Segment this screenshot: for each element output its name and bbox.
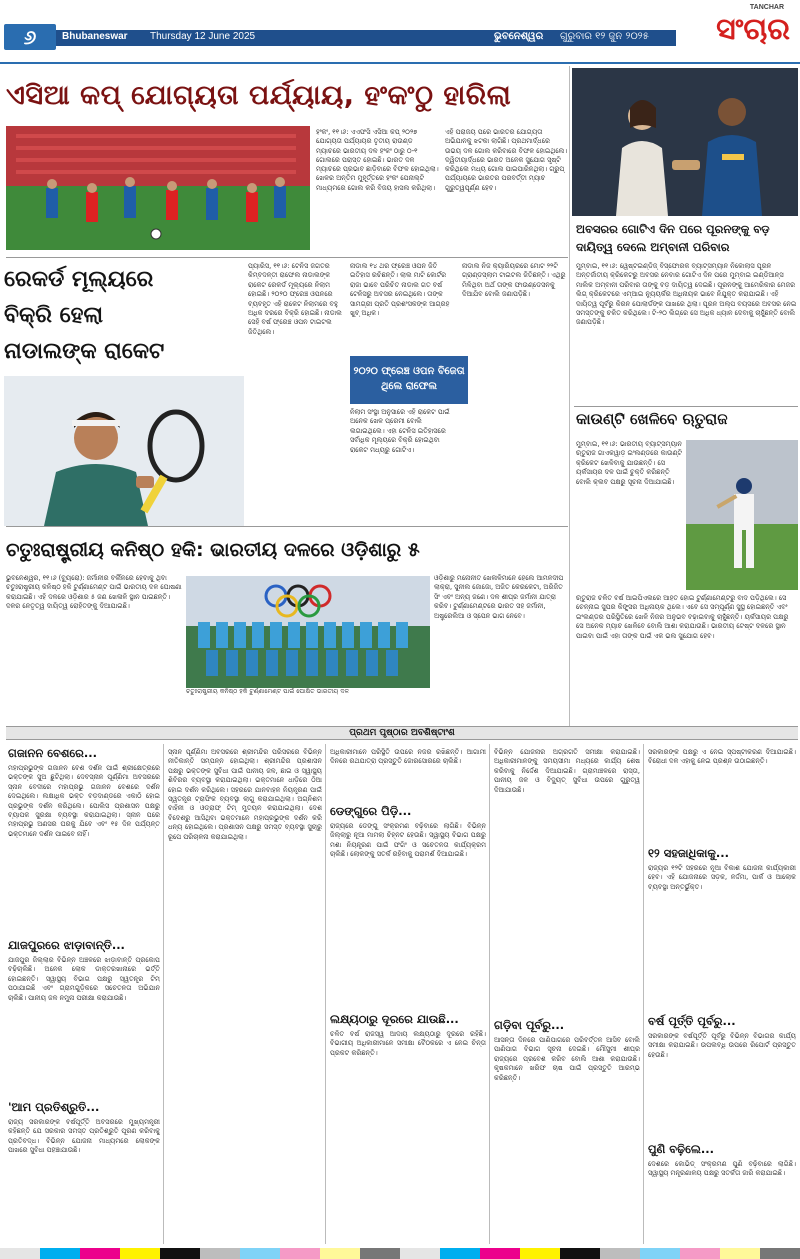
jump-heading-rise: ପୁଣି ବଢ଼ିଲେ... (648, 1142, 714, 1156)
story1-body: ହଂକଂ, ୧୧।୬: ଏଏଫସି ଏସିଆ କପ୍ ୨୦୨୭ ଯୋଗ୍ୟତା ପର୍ଯ୍ୟାୟର ତୃତୀୟ ରାଉଣ୍ଡ ମ୍ୟାଚରେ ଭାରତୀୟ ଦଳ ହଂକଂ ଠାରୁ ୦-୧ ଗୋଲରେ ପରାସ୍ତ ହୋଇଛି। ଭାରତ ଦଳ ମ୍ୟାଚରେ ପ୍ରଭାବ ଛାଡ଼ିବାରେ ବିଫଳ ହୋଇଥିଲା। ଖେଳର ଅନ୍ତିମ ମୁହୂର୍ତ୍ତରେ ହଂକଂ ପେନାଲ୍ଟି ମାଧ୍ୟମରେ ଗୋଲ କରି ବିଜୟ ହାସଲ କରିଥିଲା। ଏହି ପରାଜୟ ପରେ ଭାରତର ଯୋଗ୍ୟତା ଅଭିଯାନକୁ ଝଟକା ଲାଗିଛି। ପ୍ରଥମାର୍ଦ୍ଧରେ ଉଭୟ ଦଳ ଗୋଲ କରିବାରେ ବିଫଳ ହୋଇଥିଲେ। ଦ୍ୱିତୀୟାର୍ଦ୍ଧରେ ଭାରତ ଅନେକ ସୁଯୋଗ ସୃଷ୍ଟି କରିଥିଲେ ମଧ୍ୟ ଗୋଲ ପାଇପାରିନଥିଲା। ଗ୍ରୁପ୍ ପର୍ଯ୍ୟାୟରେ ଭାରତର ପରବର୍ତ୍ତୀ ମ୍ୟାଚ ଗୁରୁତ୍ୱପୂର୍ଣ୍ଣ ହେବ। (316, 128, 568, 192)
jump-body-col2: ସ୍ନାନ ପୂର୍ଣ୍ଣିମା ଅବସରରେ ଶ୍ରୀମନ୍ଦିର ପରିସରରେ ବିଭିନ୍ନ ନୀତିକାନ୍ତି ସମ୍ପନ୍ନ ହୋଇଥିଲା। ଶ୍ରୀମନ୍ଦିର ପ୍ରଶାସନ ପକ୍ଷରୁ ଭକ୍ତଙ୍କ ସୁବିଧା ପାଇଁ ପାନୀୟ ଜଳ, ଛାଇ ଓ ସ୍ୱାସ୍ଥ୍ୟ ଶିବିରର ବ୍ୟବସ୍ଥା କରାଯାଇଥିଲା। ଭକ୍ତମାନେ ଧାଡ଼ିରେ ଠିଆ ହୋଇ ଦର୍ଶନ କରିଥିଲେ। ସହରରେ ଯାନବାହନ ନିୟନ୍ତ୍ରଣ ପାଇଁ ସ୍ୱତନ୍ତ୍ର ଟ୍ରାଫିକ ବ୍ୟବସ୍ଥା ଲାଗୁ କରାଯାଇଥିଲା। ଅଗ୍ନିଶମ ବାହିନୀ ଓ ଓଡ୍ରାଫ୍ ଟିମ୍ ମୁତୟନ କରାଯାଇଥିଲା। ଦେଶ ବିଦେଶରୁ ଆସିଥିବା ଭକ୍ତମାନେ ମହାପ୍ରଭୁଙ୍କ ଦର୍ଶନ କରି ଧନ୍ୟ ହୋଇଥିଲେ। ପ୍ରଶାସନ ପକ୍ଷରୁ ସମସ୍ତ ବ୍ୟବସ୍ଥା ସୁଚାରୁ ରୂପେ ପରିଚାଳନା କରାଯାଇଥିଲା। (168, 748, 322, 841)
story2-headline-line1: ରେକର୍ଡ ମୂଲ୍ୟରେ (4, 267, 154, 292)
story2-body-col3: ନାଡାଲ ନିଜ କ୍ୟାରିୟରରେ ମୋଟ ୨୨ଟି ଗ୍ରାଣ୍ଡସ୍ଲାମ ଟାଇଟଲ ଜିତିଛନ୍ତି। ଏଥିରୁ ମିଳିଥିବା ଅର୍ଥ ତାଙ୍କ ଫାଉଣ୍ଡେସନକୁ ଦିଆଯିବ ବୋଲି ଜଣାପଡ଼ିଛି। (462, 262, 566, 299)
jump-body-col5: ସରକାରଙ୍କ ପକ୍ଷରୁ ଏ ନେଇ ସ୍ପଷ୍ଟୀକରଣ ଦିଆଯାଇଛି। ବିରୋଧୀ ଦଳ ଏହାକୁ ନେଇ ପ୍ରଶ୍ନ ଉଠାଇଛନ୍ତି। (648, 748, 796, 766)
story2-pull-quote: ୨୦୨୦ ଫ୍ରେଞ୍ଚ ଓପନ ବିଜେତା ଥିଲେ ରାଫେଲ (350, 356, 468, 404)
jump-body-promise: ରାଜ୍ୟ ସରକାରଙ୍କ ବର୍ଷପୂର୍ତ୍ତି ଅବସରରେ ମୁଖ୍ୟମନ୍ତ୍ରୀ କହିଛନ୍ତି ଯେ ସରକାର ସମସ୍ତ ପ୍ରତିଶ୍ରୁତି ପୂରଣ କରିବାକୁ ପ୍ରତିବଦ୍ଧ। ବିଭିନ୍ନ ଯୋଜନା ମାଧ୍ୟମରେ ଲୋକଙ୍କ ପାଖରେ ସୁବିଧା ପହଞ୍ଚାଯାଉଛି। (8, 1118, 160, 1155)
date-en: Thursday 12 June 2025 (150, 31, 256, 42)
story2-body-col2b: ନିଲାମ ସଂସ୍ଥା ଅନୁସାରେ ଏହି ରାକେଟ ପାଇଁ ଅନେକ ଖେଳ ପ୍ରେମୀ ବୋଲି ଲଗାଇଥିଲେ। ଏହା ଟେନିସ ଇତିହାସରେ ସର୍ବାଧିକ ମୂଲ୍ୟରେ ବିକ୍ରି ହୋଇଥିବା ରାକେଟ ମଧ୍ୟରୁ ଗୋଟିଏ। (350, 408, 450, 454)
continuation-band: ପ୍ରଥମ ପୃଷ୍ଠାର ଅବଶିଷ୍ଟାଂଶ (6, 726, 798, 740)
jump-heading-anniversary: ବର୍ଷ ପୂର୍ତ୍ତି ପୂର୍ବରୁ... (648, 1014, 736, 1028)
brand-tag: TANCHAR (749, 4, 784, 11)
jump-heading-12-cities: ୧୨ ସହଜାଧିକାକୁ... (648, 846, 730, 860)
jump-body-before: ଆସନ୍ତା ଦିନରେ ପାଣିପାଗରେ ପରିବର୍ତ୍ତନ ଆସିବ ବୋଲି ପାଣିପାଗ ବିଭାଗ ସୂଚନା ଦେଇଛି। ମୌସୁମୀ ଶୀଘ୍ର ରାଜ୍ୟରେ ପ୍ରବେଶ କରିବ ବୋଲି ଆଶା କରାଯାଉଛି। କୃଷକମାନେ ଖରିଫ ଚାଷ ପାଇଁ ପ୍ରସ୍ତୁତି ଆରମ୍ଭ କରିଛନ୍ତି। (494, 1036, 640, 1082)
jump-heading-promise: 'ଆମ ପ୍ରତିଶ୍ରୁତି... (8, 1100, 100, 1114)
story2-headline-line2: ବିକ୍ରି ହେଲା (4, 303, 103, 328)
right-divider (574, 406, 798, 407)
column-divider-2 (325, 744, 326, 1244)
column-divider-3 (489, 744, 490, 1244)
jump-heading-gajanana: ଗଜାନନ ବେଶରେ... (8, 746, 97, 760)
story3-body-right: ଓଡ଼ିଶାରୁ ମନୋନୀତ ଖେଳାଳିମାନେ ହେଲେ ଆମନଦୀପ ଲାକ୍ରା, ସୁନୀଲ ଜୋଜୋ, ଅଜିତ କେରକେଟା, ଅରିଜିତ ସିଂ ଏବଂ ଅନ୍ୟ ଜଣେ। ଦଳ ଶୀଘ୍ର ଜର୍ମାନୀ ଯାତ୍ରା କରିବ। ଟୁର୍ଣ୍ଣାମେଣ୍ଟରେ ଭାରତ ସହ ଜର୍ମାନୀ, ଅଷ୍ଟ୍ରେଲିଆ ଓ ସ୍ପେନ ଭାଗ ନେବେ। (434, 574, 564, 620)
story2-body-col2: ନାଡାଲ ୧୪ ଥର ଫ୍ରେଞ୍ଚ ଓପନ ଜିତି ଇତିହାସ ରଚିଛନ୍ତି। ଲାଲ ମାଟି କୋର୍ଟର ରାଜା ଭାବେ ପରିଚିତ ନାଡାଲ ଗତ ବର୍ଷ ଟେନିସରୁ ଅବସର ନେଇଥିଲେ। ତାଙ୍କ ସାମଗ୍ରୀ ପ୍ରତି ପ୍ରଶଂସକଙ୍କ ଆଗ୍ରହ ଖୁବ୍ ଅଧିକ। (350, 262, 450, 318)
right-sub-body: ମୁମ୍ବାଇ, ୧୧।୬: ଭାରତୀୟ ବ୍ୟାଟ୍ସମ୍ୟାନ ଋତୁରାଜ ଗାଏକୱାଡ଼ ଇଂଲଣ୍ଡରେ କାଉଣ୍ଟି କ୍ରିକେଟ ଖେଳିବାକୁ ଯାଉଛନ୍ତି। ସେ ୟର୍କସାୟର ଦଳ ପାଇଁ ଚୁକ୍ତି କରିଛନ୍ତି ବୋଲି କ୍ଲବ ପକ୍ଷରୁ ସୂଚନା ଦିଆଯାଇଛି। (576, 440, 683, 486)
story3-body-left: ଭୁବନେଶ୍ୱର, ୧୧।୬ (ବ୍ୟୁରୋ): ଜର୍ମାନୀର ବର୍ଲିନରେ ହେବାକୁ ଥିବା ଚତୁଃରାଷ୍ଟ୍ରୀୟ କନିଷ୍ଠ ହକି ଟୁର୍ଣ୍ଣାମେଣ୍ଟ ପାଇଁ ଭାରତୀୟ ଦଳ ଘୋଷଣା କରାଯାଇଛି। ଏହି ଦଳରେ ଓଡ଼ିଶାର ୫ ଜଣ ଖେଳାଳି ସ୍ଥାନ ପାଇଛନ୍ତି। ଦଳର ନେତୃତ୍ୱ ଦାୟିତ୍ୱ ରୋହିତଙ୍କୁ ଦିଆଯାଇଛି। (6, 574, 182, 611)
jump-heading-dengue: ଡେଙ୍ଗୁରେ ପିଡ଼ି... (330, 804, 412, 818)
jump-body-col4: ବିଭିନ୍ନ ଯୋଜନାର ଅଗ୍ରଗତି ସମୀକ୍ଷା କରାଯାଇଛି। ଅଧିକାରୀମାନଙ୍କୁ ସମୟସୀମା ମଧ୍ୟରେ କାର୍ଯ୍ୟ ଶେଷ କରିବାକୁ ନିର୍ଦ୍ଦେଶ ଦିଆଯାଇଛି। ଗ୍ରାମାଞ୍ଚଳରେ ରାସ୍ତା, ପାନୀୟ ଜଳ ଓ ବିଦ୍ୟୁତ୍ ସୁବିଧା ଉପରେ ଗୁରୁତ୍ୱ ଦିଆଯାଉଛି। (494, 748, 640, 794)
city-od: ଭୁବନେଶ୍ୱର (494, 31, 544, 42)
masthead (0, 0, 800, 62)
jump-body-anniversary: ସରକାରଙ୍କ ବର୍ଷପୂର୍ତ୍ତି ପୂର୍ବରୁ ବିଭିନ୍ନ ବିଭାଗର କାର୍ଯ୍ୟ ସମୀକ୍ଷା କରାଯାଇଛି। ଉପଲବ୍ଧି ଉପରେ ରିପୋର୍ଟ ପ୍ରସ୍ତୁତ ହେଉଛି। (648, 1032, 796, 1059)
right-story-body: ମୁମ୍ବାଇ, ୧୧।୬: ୱେଷ୍ଟଇଣ୍ଡିଜ୍ ବିସ୍ଫୋରକ ବ୍ୟାଟ୍ସମ୍ୟାନ ନିକୋଲାସ ପୂରନ ଅନ୍ତର୍ଜାତୀୟ କ୍ରିକେଟରୁ ଅବସର ନେବାର ଗୋଟିଏ ଦିନ ପରେ ମୁମ୍ବାଇ ଇଣ୍ଡିଆନ୍ସ ମାଲିକ ଅମ୍ବାନୀ ପରିବାର ତାଙ୍କୁ ବଡ଼ ଦାୟିତ୍ୱ ଦେଇଛି। ପୂରନଙ୍କୁ ଆମେରିକାର ମେଜର ଲିଗ୍ କ୍ରିକେଟରେ ଏମ୍ଆଇ ନ୍ୟୁୟର୍କର ଅଧିନାୟକ ଭାବେ ନିଯୁକ୍ତ କରାଯାଇଛି। ଏହି ଦାୟିତ୍ୱ ପୂର୍ବରୁ କିରନ ପୋଲାର୍ଡଙ୍କ ପାଖରେ ଥିଲା। ପୂରନ ଅଲ୍ପ ବୟସରେ ଅବସର ନେଇ ସମସ୍ତଙ୍କୁ ଚକିତ କରିଥିଲେ। ଟି-୨୦ ଲିଗ୍‌ରେ ସେ ଅଧିକ ଧ୍ୟାନ ଦେବାକୁ ଚାହୁଁଛନ୍ତି ବୋଲି ଜଣାପଡ଼ିଛି। (576, 262, 797, 327)
brand-name: ସଂଚାର (716, 12, 790, 47)
story1-headline: ଏସିଆ କପ୍ ଯୋଗ୍ୟତା ପର୍ଯ୍ୟାୟ, ହଂକଂଠୁ ହାରିଲା (6, 80, 512, 111)
nadal-photo (4, 376, 244, 526)
people-handshake-illustration (572, 68, 798, 216)
right-story-headline: ଅବସରର ଗୋଟିଏ ଦିନ ପରେ ପୂରନଙ୍କୁ ବଡ଼ ଦାୟିତ୍ୱ ଦେଲେ ଅମ୍ବାନୀ ପରିବାର (576, 222, 770, 254)
newspaper-logo (682, 2, 796, 58)
story-divider-2 (6, 526, 568, 527)
story-divider (6, 257, 568, 258)
batsman-illustration (686, 440, 798, 590)
cricketer-photo (686, 440, 798, 590)
jump-heading-before: ଗଡ଼ିବା ପୂର୍ବରୁ... (494, 1018, 565, 1032)
story2-headline (4, 262, 240, 372)
city-en: Bhubaneswar (62, 31, 128, 42)
jump-body-jajpur: ଯାଜପୁର ଜିଲ୍ଲାର ବିଭିନ୍ନ ଅଞ୍ଚଳରେ ଝାଡ଼ାବାନ୍ତି ପ୍ରକୋପ ବଢ଼ିଚାଲିଛି। ଅନେକ ଲୋକ ଡାକ୍ତରଖାନାରେ ଭର୍ତ୍ତି ହୋଇଛନ୍ତି। ସ୍ୱାସ୍ଥ୍ୟ ବିଭାଗ ପକ୍ଷରୁ ସ୍ୱତନ୍ତ୍ର ଟିମ୍ ପଠାଯାଇଛି ଏବଂ ଗ୍ରାମଗୁଡ଼ିକରେ ସଚେତନତା ଅଭିଯାନ ଚାଲିଛି। ପାନୀୟ ଜଳ ନମୁନା ପରୀକ୍ଷା କରାଯାଉଛି। (8, 956, 160, 1002)
jump-heading-jajpur: ଯାଜପୁରରେ ଝାଡ଼ାବାନ୍ତି... (8, 938, 125, 952)
story2-headline-line3: ନାଡାଲଙ୍କ ରାକେଟ (4, 339, 165, 364)
jump-body-target: ଚଳିତ ବର୍ଷ ରାଜସ୍ୱ ଆଦାୟ ଲକ୍ଷ୍ୟଠାରୁ ଦୂରରେ ରହିଛି। ବିଭାଗୀୟ ଅଧିକାରୀମାନେ ସମୀକ୍ଷା ବୈଠକରେ ଏ ନେଇ ଚିନ୍ତା ପ୍ରକଟ କରିଛନ୍ତି। (330, 1030, 486, 1057)
tennis-player-illustration (4, 376, 244, 526)
hockey-team-illustration (186, 576, 430, 688)
story2-body-col1: ପ୍ୟାରିସ, ୧୧।୬: ଟେନିସ ଜଗତର କିମ୍ବଦନ୍ତୀ ରାଫେଲ ନାଡାଲଙ୍କ ରାକେଟ ରେକର୍ଡ ମୂଲ୍ୟରେ ନିଲାମ ହୋଇଛି। ୨୦୨୦ ଫ୍ରେଞ୍ଚ ଓପନରେ ବ୍ୟବହୃତ ଏହି ରାକେଟ ନିଲାମରେ ବହୁ ଅଧିକ ଦରରେ ବିକ୍ରି ହୋଇଛି। ନାଡାଲ ସେହି ବର୍ଷ ଫ୍ରେଞ୍ଚ ଓପନ ଟାଇଟଲ ଜିତିଥିଲେ। (248, 262, 342, 336)
header-divider (0, 62, 800, 64)
print-registration-bar (0, 1248, 800, 1259)
award-photo (572, 68, 798, 216)
jump-heading-target: ଲକ୍ଷ୍ୟଠାରୁ ଦୂରରେ ଯାଉଛି... (330, 1012, 459, 1026)
right-sub-body-continued: ଋତୁରାଜ ଚଳିତ ବର୍ଷ ଆଇପିଏଲରେ ଆହତ ହୋଇ ଟୁର୍ଣ୍ଣାମେଣ୍ଟରୁ ବାଦ ପଡ଼ିଥିଲେ। ସେ ଚେନ୍ନାଇ ସୁପର କିଙ୍ଗ୍ସର ଅଧିନାୟକ ଥିଲେ। ଏବେ ସେ ସମ୍ପୂର୍ଣ୍ଣ ସୁସ୍ଥ ହୋଇଛନ୍ତି ଏବଂ ଇଂଲଣ୍ଡର ପରିସ୍ଥିତିରେ ଖେଳି ନିଜର ଅନୁଭବ ବଢ଼ାଇବାକୁ ଚାହୁଁଛନ୍ତି। ୟର୍କସାୟର ପକ୍ଷରୁ ସେ ଅନେକ ମ୍ୟାଚ ଖେଳିବେ ବୋଲି ଆଶା କରାଯାଉଛି। ଭାରତୀୟ ଟେଷ୍ଟ ଦଳରେ ସ୍ଥାନ ପାଇବା ପାଇଁ ଏହା ତାଙ୍କ ପାଇଁ ଏକ ଭଲ ସୁଯୋଗ ହେବ। (576, 594, 789, 640)
story3-headline: ଚତୁଃରାଷ୍ଟ୍ରୀୟ କନିଷ୍ଠ ହକି: ଭାରତୀୟ ଦଳରେ ଓଡ଼ିଶାରୁ ୫ (6, 539, 420, 561)
story3-photo-caption: ଚତୁଃରାଷ୍ଟ୍ରୀୟ କନିଷ୍ଠ ହକି ଟୁର୍ଣ୍ଣାମେଣ୍ଟ ପାଇଁ ଘୋଷିତ ଭାରତୀୟ ଦଳ (186, 688, 350, 695)
jump-body-rise: ଦେଶରେ କୋଭିଡ୍ ସଂକ୍ରମଣ ପୁଣି ବଢ଼ିବାରେ ଲାଗିଛି। ସ୍ୱାସ୍ଥ୍ୟ ମନ୍ତ୍ରଣାଳୟ ପକ୍ଷରୁ ସତର୍କତା ଜାରି କରାଯାଇଛି। (648, 1160, 796, 1178)
jump-body-gajanana: ମହାପ୍ରଭୁଙ୍କ ଗଜାନନ ବେଶ ଦର୍ଶନ ପାଇଁ ଶ୍ରୀକ୍ଷେତ୍ରରେ ଭକ୍ତଙ୍କ ସୁଅ ଛୁଟିଥିଲା। ଦେବସ୍ନାନ ପୂର୍ଣ୍ଣିମା ଅବସରରେ ସ୍ନାନ ବେଦୀରେ ମହାପ୍ରଭୁ ଗଜାନନ ବେଶରେ ଦର୍ଶନ ଦେଇଥିଲେ। ଲକ୍ଷାଧିକ ଭକ୍ତ ବଡ଼ଦାଣ୍ଡରେ ଏକାଠି ହୋଇ ପ୍ରଭୁଙ୍କ ଦର୍ଶନ କରିଥିଲେ। ପୋଲିସ ପ୍ରଶାସନ ପକ୍ଷରୁ ବ୍ୟାପକ ସୁରକ୍ଷା ବ୍ୟବସ୍ଥା କରାଯାଇଥିଲା। ସ୍ନାନ ପରେ ମହାପ୍ରଭୁ ଅଣସର ଘରକୁ ଯିବେ ଏବଂ ୧୫ ଦିନ ପର୍ଯ୍ୟନ୍ତ ଭକ୍ତମାନେ ଦର୍ଶନ ପାଇବେ ନାହିଁ। (8, 764, 160, 838)
page-number: ୬ (4, 24, 56, 50)
jump-body-12-cities: ରାଜ୍ୟର ୧୨ଟି ସହରରେ ନୂଆ ବିକାଶ ଯୋଜନା କାର୍ଯ୍ୟକାରୀ ହେବ। ଏହି ଯୋଜନାରେ ସଡ଼କ, ନର୍ଦ୍ଦମା, ପାର୍କ ଓ ଆଲୋକ ବ୍ୟବସ୍ଥା ଅନ୍ତର୍ଭୁକ୍ତ। (648, 864, 796, 891)
right-sub-headline: କାଉଣ୍ଟି ଖେଳିବେ ଋତୁରାଜ (576, 410, 728, 428)
hockey-team-photo (186, 576, 430, 688)
football-players-illustration (6, 126, 310, 250)
jump-body-dengue: ରାଜ୍ୟରେ ଡେଙ୍ଗୁ ସଂକ୍ରମଣ ବଢ଼ିବାରେ ଲାଗିଛି। ବିଭିନ୍ନ ଜିଲ୍ଲାରୁ ନୂଆ ମାମଲା ଚିହ୍ନଟ ହେଉଛି। ସ୍ୱାସ୍ଥ୍ୟ ବିଭାଗ ପକ୍ଷରୁ ମଶା ନିୟନ୍ତ୍ରଣ ପାଇଁ ଫଗିଂ ଓ ସଚେତନତା କାର୍ଯ୍ୟକ୍ରମ ଚାଲିଛି। ଲୋକଙ୍କୁ ସତର୍କ ରହିବାକୁ ପରାମର୍ଶ ଦିଆଯାଇଛି। (330, 822, 486, 859)
jump-body-col3: ଅଧିକାରୀମାନେ ପରିସ୍ଥିତି ଉପରେ ନଜର ରଖିଛନ୍ତି। ଆଗାମୀ ଦିନରେ ରଥଯାତ୍ରା ପ୍ରସ୍ତୁତି ଜୋରସୋରରେ ଚାଲିଛି। (330, 748, 486, 766)
column-divider-1 (163, 744, 164, 1244)
date-od: ଗୁରୁବାର ୧୨ ଜୁନ ୨୦୨୫ (560, 31, 649, 42)
column-divider-4 (643, 744, 644, 1244)
football-match-photo (6, 126, 310, 250)
